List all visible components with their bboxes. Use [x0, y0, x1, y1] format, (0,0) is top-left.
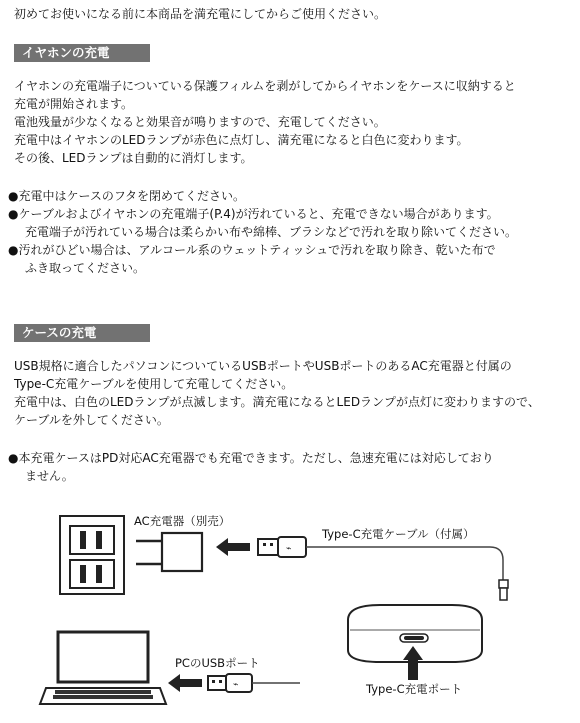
- paragraph-line: ケーブルを外してください。: [14, 413, 169, 427]
- ac-charger-label: AC充電器（別売）: [134, 514, 231, 528]
- paragraph-line: イヤホンの充電端子についている保護フィルムを剥がしてからイヤホンをケースに収納すると: [14, 79, 516, 93]
- svg-text:⌁: ⌁: [286, 544, 292, 554]
- paragraph-line: 電池残量が少なくなると効果音が鳴りますので、充電してください。: [14, 115, 386, 129]
- paragraph-line: 充電が開始されます。: [14, 97, 134, 111]
- svg-text:⌁: ⌁: [233, 680, 239, 690]
- pc-usb-label: PCのUSBポート: [175, 656, 260, 670]
- wall-outlet-icon: [60, 516, 124, 594]
- intro-text: 初めてお使いになる前に本商品を満充電にしてからご使用ください。: [14, 7, 387, 21]
- note-continuation: ません。: [25, 469, 74, 483]
- paragraph-line: その後、LEDランプは自動的に消灯します。: [14, 151, 253, 165]
- note-continuation: ふき取ってください。: [25, 261, 146, 275]
- typec-port-label: Type-C充電ポート: [366, 682, 463, 696]
- arrow-left-icon: [216, 538, 250, 556]
- earphone-section-heading: イヤホンの充電: [14, 44, 150, 62]
- note-bullet: ●汚れがひどい場合は、アルコール系のウェットティッシュで汚れを取り除き、乾いた布で: [8, 243, 496, 257]
- arrow-left-icon: [168, 674, 202, 692]
- note-continuation: 充電端子が汚れている場合は柔らかい布や綿棒、ブラシなどで汚れを取り除いてください。: [25, 225, 518, 239]
- ac-charger-icon: [136, 533, 202, 571]
- usb-plug-icon: [258, 537, 508, 600]
- note-bullet: ●ケーブルおよびイヤホンの充電端子(P.4)が汚れていると、充電できない場合があります。: [8, 207, 499, 221]
- paragraph-line: Type-C充電ケーブルを使用して充電してください。: [14, 377, 294, 391]
- paragraph-line: 充電中はイヤホンのLEDランプが赤色に点灯し、満充電になると白色に変わります。: [14, 133, 469, 147]
- note-bullet: ●充電中はケースのフタを閉めてください。: [8, 189, 246, 203]
- case-section-heading: ケースの充電: [14, 324, 150, 342]
- cable-label: Type-C充電ケーブル（付属）: [322, 527, 475, 541]
- paragraph-line: USB規格に適合したパソコンについているUSBポートやUSBポートのあるAC充電器と付属の: [14, 359, 512, 373]
- laptop-icon: [40, 632, 166, 704]
- note-bullet: ●本充電ケースはPD対応AC充電器でも充電できます。ただし、急速充電には対応しており: [8, 451, 494, 465]
- usb-plug-icon: [208, 674, 300, 692]
- paragraph-line: 充電中は、白色のLEDランプが点滅します。満充電になるとLEDランプが点灯に変わりますので、: [14, 395, 540, 409]
